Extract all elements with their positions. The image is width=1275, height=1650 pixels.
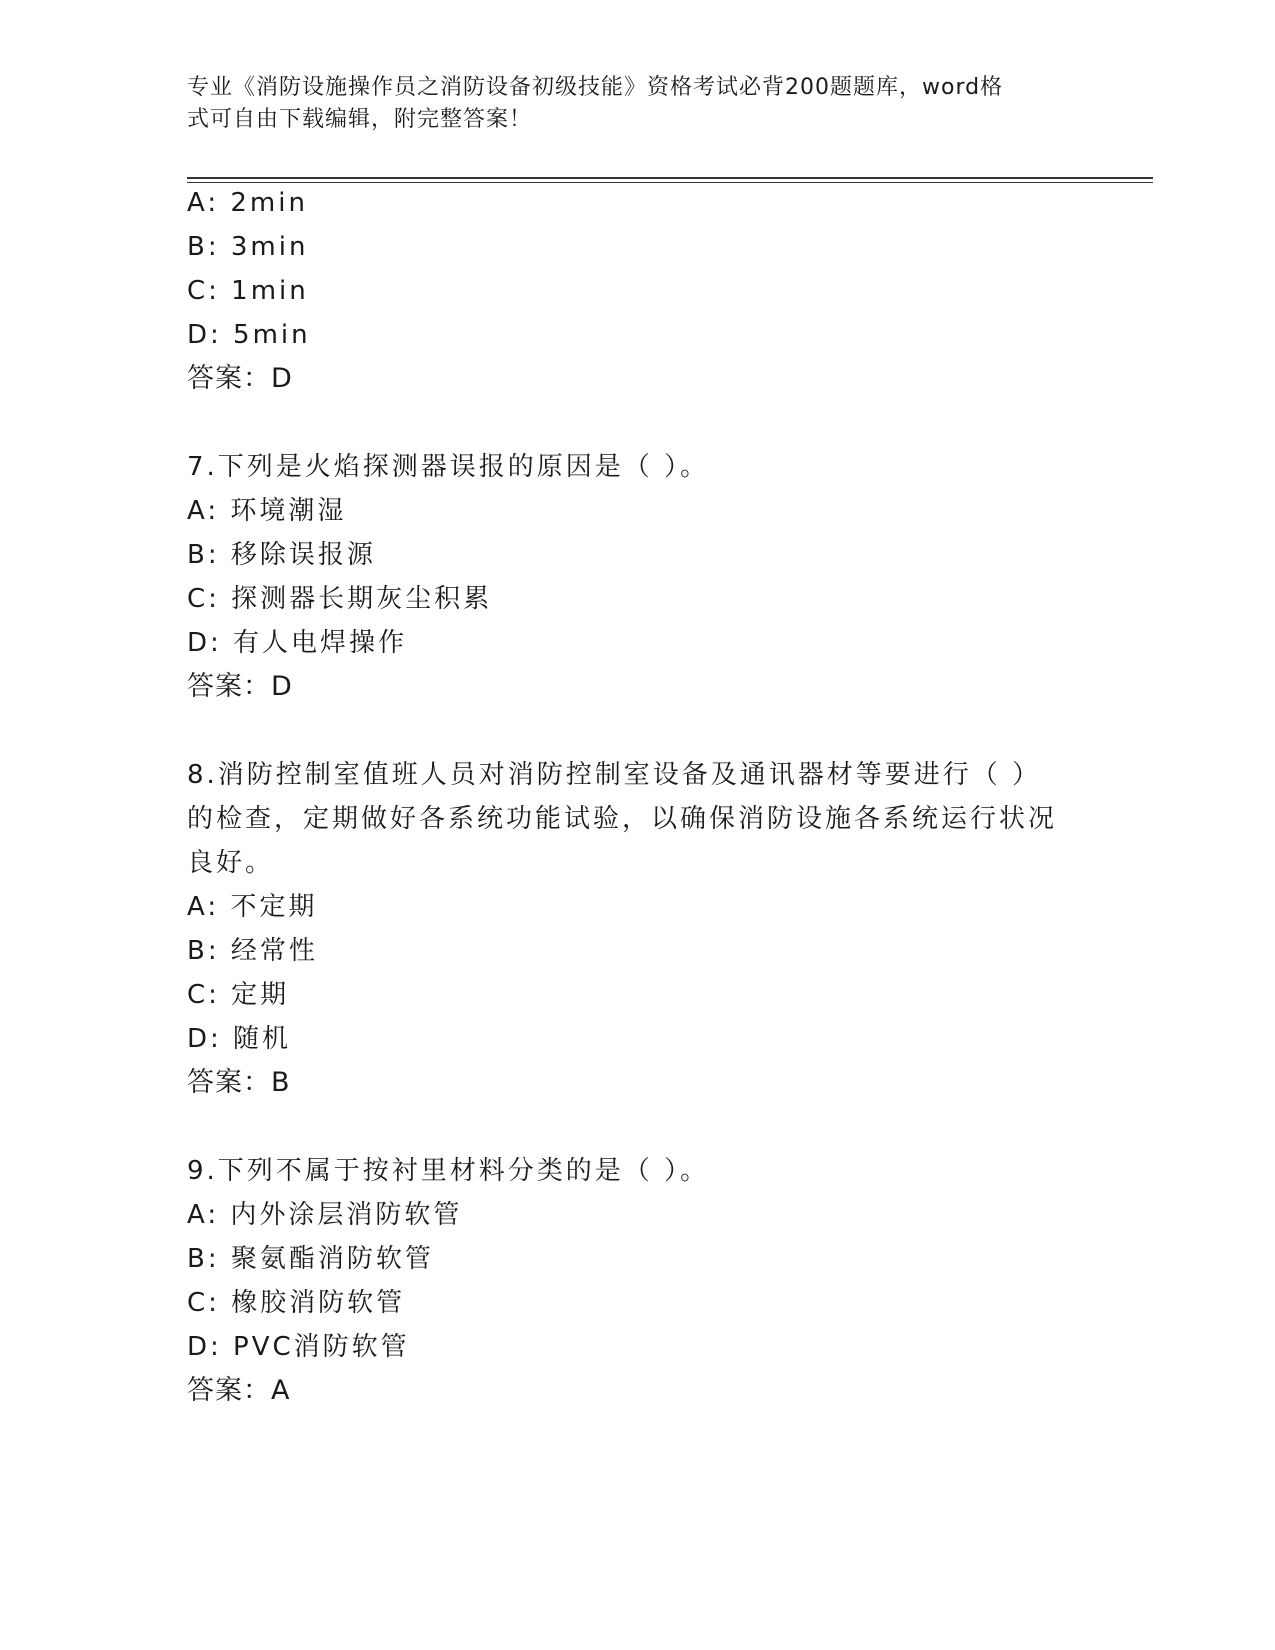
q8-stem-line-1: 8.消防控制室值班人员对消防控制室设备及通讯器材等要进行（ ）: [187, 760, 1042, 790]
q6-option-a: A: 2min: [187, 188, 308, 218]
q9-option-c: C: 橡胶消防软管: [187, 1288, 406, 1318]
document-header: [187, 72, 1087, 136]
q9-stem: 9.下列不属于按衬里材料分类的是（ ）。: [187, 1156, 710, 1186]
header-line-1: 专业《消防设施操作员之消防设备初级技能》资格考试必背200题题库，word格: [187, 75, 1004, 100]
q8-option-d: D: 随机: [187, 1024, 292, 1054]
q7-option-c: C: 探测器长期灰尘积累: [187, 584, 493, 614]
q6-option-c: C: 1min: [187, 276, 309, 306]
q8-option-c: C: 定期: [187, 980, 290, 1010]
q9-answer: 答案：A: [187, 1375, 291, 1406]
q8-option-a: A: 不定期: [187, 892, 318, 922]
q7-stem: 7.下列是火焰探测器误报的原因是（ ）。: [187, 452, 710, 482]
q8-option-b: B: 经常性: [187, 936, 318, 966]
q7-option-d: D: 有人电焊操作: [187, 628, 408, 658]
q7-option-b: B: 移除误报源: [187, 540, 376, 570]
q7-option-a: A: 环境潮湿: [187, 496, 347, 526]
q7-answer: 答案：D: [187, 671, 293, 702]
q9-option-b: B: 聚氨酯消防软管: [187, 1244, 434, 1274]
q6-answer: 答案：D: [187, 363, 293, 394]
q6-option-b: B: 3min: [187, 232, 309, 262]
header-line-2: 式可自由下载编辑，附完整答案！: [187, 107, 533, 132]
q9-option-d: D: PVC消防软管: [187, 1332, 410, 1362]
q8-answer: 答案：B: [187, 1067, 291, 1098]
q8-stem-line-2: 的检查，定期做好各系统功能试验，以确保消防设施各系统运行状况: [187, 804, 1058, 834]
q6-option-d: D: 5min: [187, 320, 311, 350]
q8-stem-line-3: 良好。: [187, 848, 275, 878]
q9-option-a: A: 内外涂层消防软管: [187, 1200, 463, 1230]
header-divider: [187, 177, 1153, 183]
